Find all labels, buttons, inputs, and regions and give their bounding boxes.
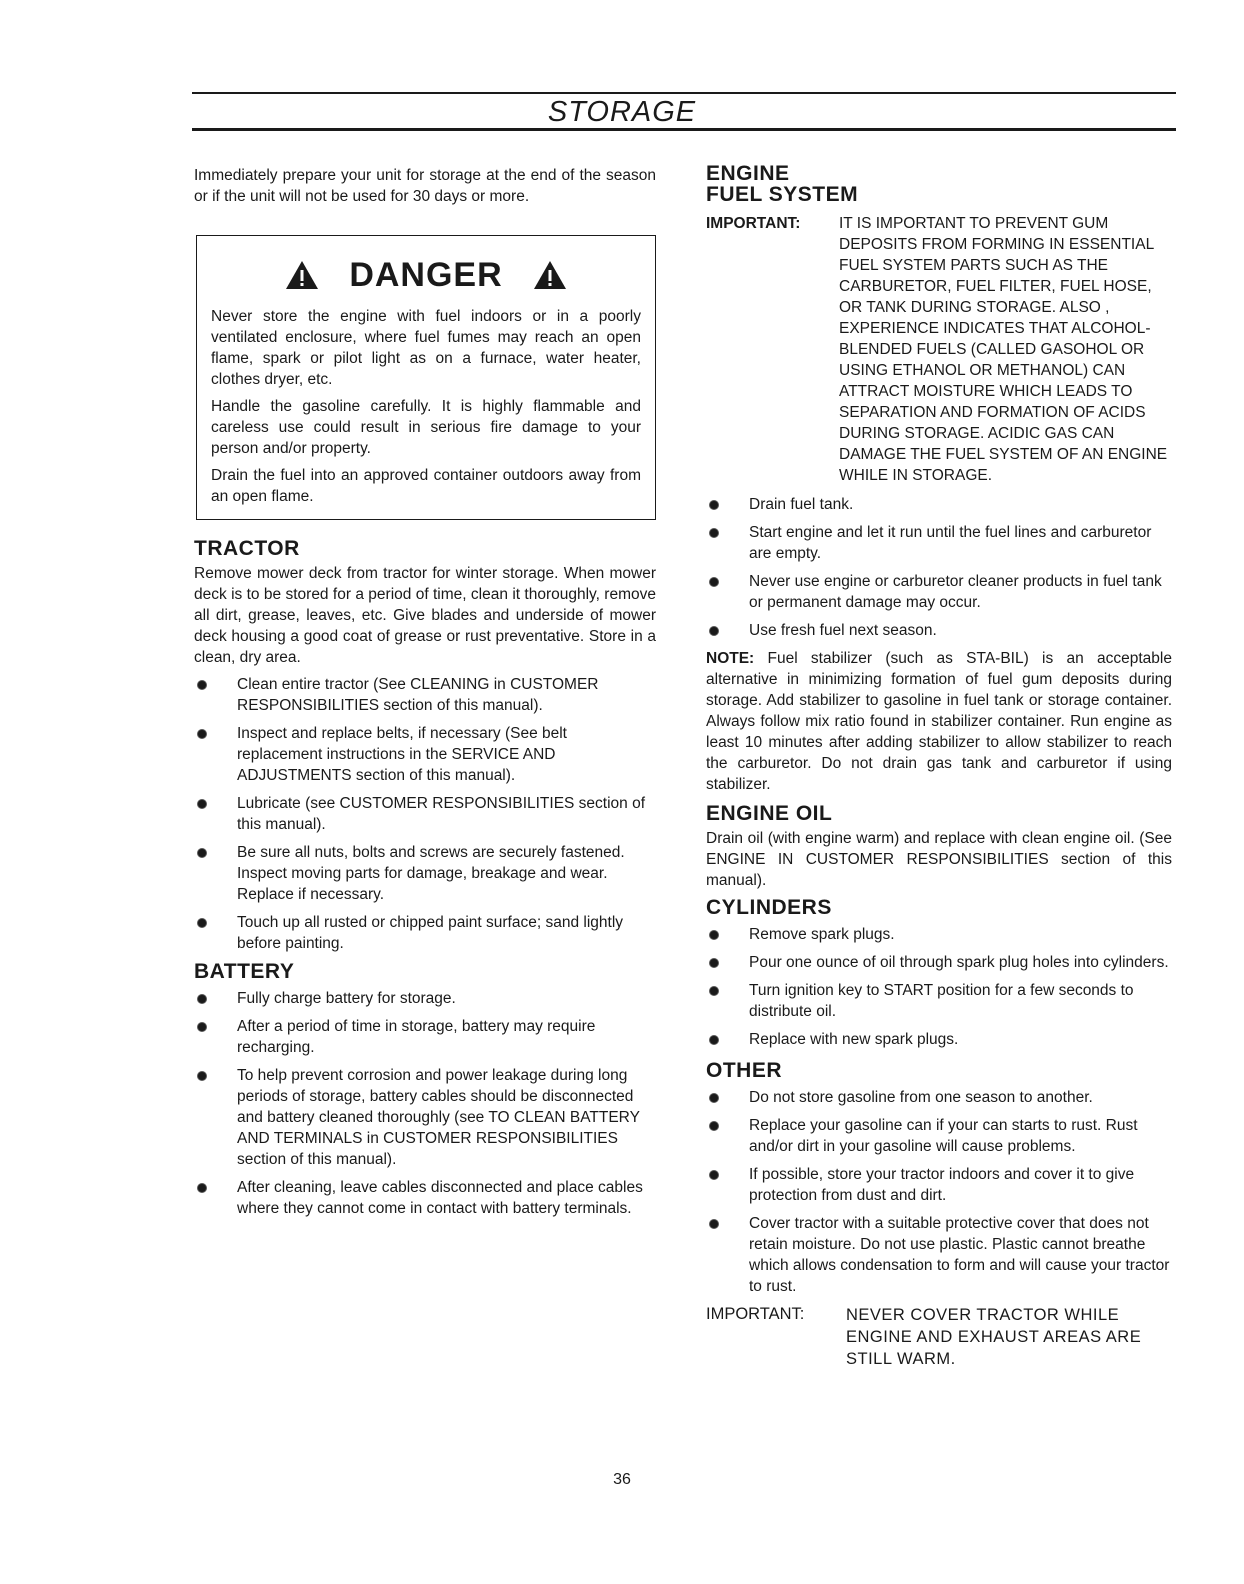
list-item [706,1087,1172,1108]
bullet-icon [709,1035,719,1045]
list-item-text: Turn ignition key to START position for a few seconds to distribute oil. [749,982,1134,1020]
bullet-icon [709,1093,719,1103]
list-item-text: Do not store gasoline from one season to another. [749,1089,1093,1106]
page-number: 36 [613,1471,631,1488]
list-item-text: Cover tractor with a suitable protective cover that does not retain moisture. Do not use plastic. Plastic cannot breathe which allows condensation to form and will cause your tractor to rust. [749,1215,1170,1295]
fuel-important-block [706,213,1172,486]
bullet-icon [197,994,207,1004]
list-item-text: Touch up all rusted or chipped paint surface; sand lightly before painting. [237,914,624,952]
battery-bullet-list [194,988,656,1219]
note-paragraph [706,648,1172,795]
cylinders-bullet-list [706,924,1172,1050]
list-item-text: Fully charge battery for storage. [237,990,456,1007]
list-item-text: Start engine and let it run until the fuel lines and carburetor are empty. [749,524,1152,562]
other-heading: OTHER [706,1059,782,1082]
title-rule-bottom [192,128,1176,131]
warning-triangle-icon [285,260,319,290]
list-item-text: Lubricate (see CUSTOMER RESPONSIBILITIES section of this manual). [237,795,646,833]
page-title: STORAGE [547,96,697,128]
list-item-text: Drain fuel tank. [749,496,854,513]
engine-heading: ENGINE [706,162,790,185]
list-item [194,674,656,716]
tractor-bullet-list [194,674,656,954]
list-item [706,1115,1172,1157]
bullet-icon [197,848,207,858]
list-item [194,988,656,1009]
list-item-text: Remove spark plugs. [749,926,895,943]
list-item [706,1164,1172,1206]
list-item-text: Be sure all nuts, bolts and screws are securely fastened. Inspect moving parts for damage, breakage and wear. Replace if necessary. [237,844,625,903]
bullet-icon [197,729,207,739]
important-label: IMPORTANT: [706,1305,805,1323]
list-item [194,1065,656,1170]
danger-paragraph: Drain the fuel into an approved container outdoors away from an open flame. [211,467,641,505]
list-item-text: To help prevent corrosion and power leakage during long periods of storage, battery cables should be disconnected and battery cleaned thoroughly (see TO CLEAN BATTERY AND TERMINALS in CUSTOMER RESPONSIBILITIES section of this manual). [237,1067,640,1168]
list-item [706,952,1172,973]
list-item [706,620,1172,641]
fuel-system-heading: FUEL SYSTEM [706,183,859,206]
bullet-icon [197,918,207,928]
list-item [706,980,1172,1022]
list-item [194,1016,656,1058]
tractor-heading: TRACTOR [194,537,300,560]
danger-paragraph: Handle the gasoline carefully. It is highly flammable and careless use could result in serious fire damage to your person and/or property. [211,398,641,457]
bullet-icon [197,799,207,809]
important-text: NEVER COVER TRACTOR WHILE ENGINE AND EXHAUST AREAS ARE STILL WARM. [846,1306,1142,1368]
bullet-icon [709,1121,719,1131]
list-item [706,494,1172,515]
list-item [194,912,656,954]
list-item-text: Pour one ounce of oil through spark plug holes into cylinders. [749,954,1169,971]
list-item [194,723,656,786]
warning-triangle-icon [533,260,567,290]
list-item [706,522,1172,564]
important-label: IMPORTANT: [706,215,801,232]
bullet-icon [197,1022,207,1032]
bullet-icon [709,1170,719,1180]
other-important-block [706,1304,1172,1370]
list-item-text: If possible, store your tractor indoors and cover it to give protection from dust and dirt. [749,1166,1135,1204]
danger-heading [211,246,641,300]
list-item [706,1029,1172,1050]
danger-paragraph: Never store the engine with fuel indoors or in a poorly ventilated enclosure, where fuel fumes may reach an open flame, spark or pilot light as on a furnace, water heater, clothes dryer, etc. [211,308,641,388]
list-item [194,793,656,835]
list-item-text: Replace your gasoline can if your can starts to rust. Rust and/or dirt in your gasoline will cause problems. [749,1117,1138,1155]
bullet-icon [709,500,719,510]
list-item-text: Replace with new spark plugs. [749,1031,959,1048]
list-item [706,924,1172,945]
bullet-icon [709,577,719,587]
list-item-text: Never use engine or carburetor cleaner products in fuel tank or permanent damage may occur. [749,573,1162,611]
bullet-icon [197,1071,207,1081]
list-item [706,1213,1172,1297]
list-item-text: Inspect and replace belts, if necessary (See belt replacement instructions in the SERVICE AND ADJUSTMENTS section of this manual). [237,725,567,784]
bullet-icon [197,1183,207,1193]
tractor-paragraph: Remove mower deck from tractor for winter storage. When mower deck is to be stored for a period of time, clean it thoroughly, remove all dirt, grease, leaves, etc. Give blades and underside of mower deck housing a good coat of grease or rust preventative. Store in a clean, dry area. [194,565,656,666]
list-item-text: Clean entire tractor (See CLEANING in CUSTOMER RESPONSIBILITIES section of this manual). [237,676,599,714]
list-item-text: After a period of time in storage, battery may require recharging. [237,1018,596,1056]
bullet-icon [709,1219,719,1229]
intro-text: Immediately prepare your unit for storage at the end of the season or if the unit will not be used for 30 days or more. [194,167,656,205]
battery-heading: BATTERY [194,960,295,983]
list-item-text: After cleaning, leave cables disconnected and place cables where they cannot come in contact with battery terminals. [237,1179,643,1217]
list-item [194,1177,656,1219]
bullet-icon [709,930,719,940]
danger-box [196,235,656,520]
bullet-icon [709,958,719,968]
danger-word: DANGER [349,256,503,295]
cylinders-heading: CYLINDERS [706,896,832,919]
note-text: Fuel stabilizer (such as STA-BIL) is an acceptable alternative in minimizing formation of fuel gum deposits during storage. Add stabilizer to gasoline in fuel tank or storage container. Always follow mix ratio found in stabilizer container. Run engine as least 10 minutes after adding stabilizer to allow stabilizer to reach the carburetor. Do not drain gas tank and carburetor if using stabilizer. [706,650,1172,793]
right-column [706,163,1172,1370]
list-item [194,842,656,905]
note-label: NOTE: [706,650,755,667]
title-rule-top [192,92,1176,94]
engine-oil-paragraph: Drain oil (with engine warm) and replace with clean engine oil. (See ENGINE IN CUSTOMER RESPONSIBILITIES section of this manual). [706,830,1172,889]
bullet-icon [709,986,719,996]
bullet-icon [197,680,207,690]
bullet-icon [709,626,719,636]
fuel-bullet-list [706,494,1172,641]
important-text: IT IS IMPORTANT TO PREVENT GUM DEPOSITS FROM FORMING IN ESSENTIAL FUEL SYSTEM PARTS SUCH AS THE CARBURETOR, FUEL FILTER, FUEL HOSE, OR TANK DURING STORAGE. ALSO , EXPERIENCE INDICATES THAT ALCOHOL-BLENDED FUELS (CALLED GASOHOL OR USING ETHANOL OR METHANOL) CAN ATTRACT MOISTURE WHICH LEADS TO SEPARATION AND FORMATION OF ACIDS DURING STORAGE. ACIDIC GAS CAN DAMAGE THE FUEL SYSTEM OF AN ENGINE WHILE IN STORAGE. [839,215,1168,484]
bullet-icon [709,528,719,538]
other-bullet-list [706,1087,1172,1297]
engine-oil-heading: ENGINE OIL [706,802,833,825]
left-column [194,165,656,1226]
list-item [706,571,1172,613]
list-item-text: Use fresh fuel next season. [749,622,937,639]
